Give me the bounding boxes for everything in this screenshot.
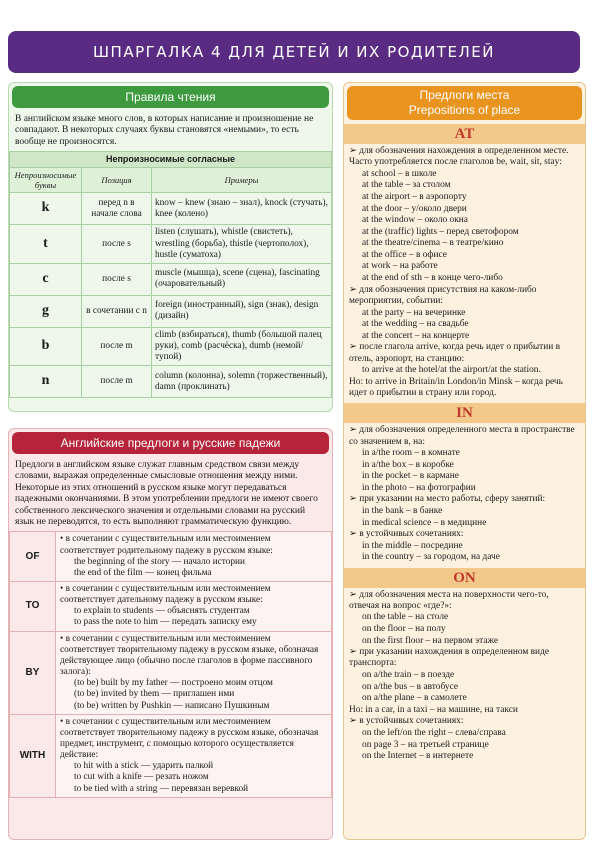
case-example: the beginning of the story — начало истории (74, 556, 245, 567)
letter-examples: know – knew (знаю – знал), knock (стучать), knee (колено) (152, 193, 332, 225)
section-title-in: IN (344, 403, 585, 423)
usage-example: Но: to arrive in Britain/in London/in Minsk – когда речь идет о прибытии в страну или город. (349, 376, 563, 398)
usage-example: at the door – у/около двери (362, 203, 467, 214)
usage-example: in the country – за городом, на даче (362, 552, 500, 563)
preposition-label: WITH (10, 714, 56, 797)
column-header: Примеры (152, 167, 332, 192)
page-title: ШПАРГАЛКА 4 ДЛЯ ДЕТЕЙ И ИХ РОДИТЕЛЕЙ (93, 43, 495, 61)
usage-rule: ➢ при указании нахождения в определенном виде транспорта: (349, 647, 550, 669)
usage-rule: ➢ после глагола arrive, когда речь идет о прибытии в отель, аэропорт, на станцию: (349, 342, 561, 364)
usage-example: in medical science – в медицине (362, 517, 487, 528)
usage-example: at the airport – в аэропорту (362, 192, 467, 203)
table-title: Непроизносимые согласные (10, 152, 332, 168)
letter-examples: climb (взбираться), thumb (большой палец руки), comb (расчёска), dumb (немой/тупой) (152, 327, 332, 365)
section-body-in (344, 425, 585, 563)
place-sections (344, 124, 585, 762)
letter-position: после s (82, 225, 152, 263)
usage-example: on the left/on the right – слева/справа (362, 727, 506, 738)
table-row (10, 327, 332, 365)
usage-example: in the bank – в банке (362, 505, 443, 516)
table-row (10, 193, 332, 225)
page-banner (8, 31, 580, 73)
usage-rule: ➢ в устойчивых сочетаниях: (349, 529, 464, 540)
letter-examples: listen (слушать), whistle (свистеть), wrestling (борьба), thistle (чертополох), hustle (суматоха) (152, 225, 332, 263)
letter-examples: foreign (иностранный), sign (знак), design (дизайн) (152, 295, 332, 327)
section-body-on (344, 590, 585, 763)
case-example: (to be) written by Pushkin — написано Пушкиным (74, 700, 270, 711)
table-row (10, 263, 332, 295)
silent-letter: t (10, 225, 82, 263)
letter-position: после m (82, 327, 152, 365)
usage-example: on page 3 – на третьей странице (362, 739, 489, 750)
reading-rules-intro: В английском языке много слов, в которых написание и произношение не совпадают. В некоторых случаях буквы становятся «немыми», то есть вообще не произносятся. (15, 114, 314, 147)
table-row (10, 225, 332, 263)
column-header: Непроизносимые буквы (10, 167, 82, 192)
case-example: to explain to students — объяснять студентам (74, 606, 250, 617)
usage-example: at the office – в офисе (362, 249, 447, 260)
usage-example: on the first floor – на первом этаже (362, 635, 499, 646)
preposition-description (56, 714, 332, 797)
preposition-label: OF (10, 532, 56, 582)
usage-example: in the middle – посредине (362, 540, 463, 551)
table-row (10, 532, 332, 582)
table-row (10, 295, 332, 327)
usage-rule: ➢ для обозначения присутствия на каком-либо мероприятии, событии: (349, 284, 537, 306)
usage-example: on a/the bus – в автобусе (362, 681, 459, 692)
prepositions-of-place-header (347, 86, 582, 120)
case-example: (to be) built by my father — построено моим отцом (74, 678, 273, 689)
usage-example: at the party – на вечеринке (362, 307, 466, 318)
reading-rules-title: Правила чтения (12, 86, 329, 108)
case-rule: • в сочетании с существительным или местоимением соответствует творительному падежу в русском языке, обозначая предмет, инструмент, с помощью которого осуществляется действие: (60, 716, 319, 761)
preposition-label: BY (10, 631, 56, 714)
usage-example: in the pocket – в кармане (362, 471, 459, 482)
case-example: to be tied with a string — перевязан веревкой (74, 783, 249, 794)
prepositions-of-place-panel (343, 82, 586, 840)
case-example: the end of the film — конец фильма (74, 567, 212, 578)
letter-position: перед n в начале слова (82, 193, 152, 225)
prepositions-cases-intro: Предлоги в английском языке служат главным средством связи между словами, выражая определенные смысловые отношения между ними. Некоторые из этих отношений в русском языке могут передаваться падежными окончаниями. В этом употреблении предлоги не имеют своего собственного лексического значения и отдельными словами на русский язык не переводятся, то есть выполняют грамматическую функцию. (15, 460, 318, 527)
preposition-description (56, 532, 332, 582)
prepositions-cases-title: Английские предлоги и русские падежи (12, 432, 329, 454)
letter-examples: muscle (мышца), scene (сцена), fascinating (очаровательный) (152, 263, 332, 295)
preposition-description (56, 581, 332, 631)
usage-rule: ➢ в устойчивых сочетаниях: (349, 716, 464, 727)
section-title-on: ON (344, 568, 585, 588)
usage-example: at the window – около окна (362, 215, 468, 226)
table-row (10, 631, 332, 714)
cases-table (9, 531, 332, 797)
silent-letter: c (10, 263, 82, 295)
usage-rule: ➢ для обозначения определенного места в пространстве со значением в, на: (349, 425, 575, 447)
silent-letter: g (10, 295, 82, 327)
table-row (10, 714, 332, 797)
case-example: to hit with a stick — ударить палкой (74, 761, 214, 772)
table-row (10, 581, 332, 631)
usage-example: on the floor – на полу (362, 624, 446, 635)
usage-example: on the table – на столе (362, 612, 449, 623)
usage-example: at the concert – на концерте (362, 330, 470, 341)
section-body-at (344, 146, 585, 399)
case-example: to pass the note to him — передать записку ему (74, 617, 257, 628)
prepositions-cases-panel (8, 428, 333, 840)
prepositions-of-place-title-ru: Предлоги места (419, 88, 510, 102)
column-header: Позиция (82, 167, 152, 192)
section-title-at: AT (344, 124, 585, 144)
letter-examples: column (колонна), solemn (торжественный), damn (проклинать) (152, 366, 332, 398)
usage-example: on a/the plane – в самолете (362, 693, 467, 704)
silent-letter: b (10, 327, 82, 365)
usage-example: in the photo – на фотографии (362, 482, 476, 493)
usage-example: in a/the room – в комнате (362, 448, 460, 459)
usage-example: to arrive at the hotel/at the airport/at the station. (362, 365, 541, 376)
table-row (10, 366, 332, 398)
case-rule: • в сочетании с существительным или местоимением соответствует творительному падежу в русском языке, обозначая действующее лицо (обычно после глаголов в форме пассивного залога): (60, 633, 319, 678)
usage-rule: ➢ для обозначения места на поверхности чего-то, отвечая на вопрос «где?»: (349, 589, 549, 611)
case-rule: • в сочетании с существительным или местоимением соответствует дательному падежу в русском языке: (60, 583, 271, 606)
silent-letter: k (10, 193, 82, 225)
silent-letters-table (9, 151, 332, 398)
letter-position: после s (82, 263, 152, 295)
letter-position: в сочетании с n (82, 295, 152, 327)
usage-example: at the wedding – на свадьбе (362, 319, 469, 330)
silent-letter: n (10, 366, 82, 398)
usage-example: at the end of sth – в конце чего-либо (362, 273, 503, 284)
usage-rule: ➢ при указании на место работы, сферу занятий: (349, 494, 546, 505)
case-example: (to be) invited by them — приглашен ими (74, 689, 235, 700)
letter-position: после m (82, 366, 152, 398)
preposition-label: TO (10, 581, 56, 631)
usage-example: at the theatre/cinema – в театре/кино (362, 238, 504, 249)
usage-example: Но: in a car, in a taxi – на машине, на такси (349, 704, 518, 715)
usage-example: at the (traffic) lights – перед светофором (362, 226, 519, 237)
case-example: to cut with a knife — резать ножом (74, 772, 209, 783)
usage-rule: ➢ для обозначения нахождения в определенном месте. Часто употребляется после глаголов be, wait, sit, stay: (349, 146, 569, 168)
usage-example: at school – в школе (362, 168, 437, 179)
usage-example: on the Internet – в интернете (362, 751, 474, 762)
usage-example: at the table – за столом (362, 180, 451, 191)
reading-rules-panel (8, 82, 333, 412)
usage-example: on a/the train – в поезде (362, 670, 455, 681)
usage-example: in a/the box – в коробке (362, 459, 454, 470)
prepositions-of-place-title-en: Prepositions of place (408, 103, 521, 117)
preposition-description (56, 631, 332, 714)
case-rule: • в сочетании с существительным или местоимением соответствует родительному падежу в русском языке: (60, 534, 273, 556)
usage-example: at work – на работе (362, 261, 438, 272)
